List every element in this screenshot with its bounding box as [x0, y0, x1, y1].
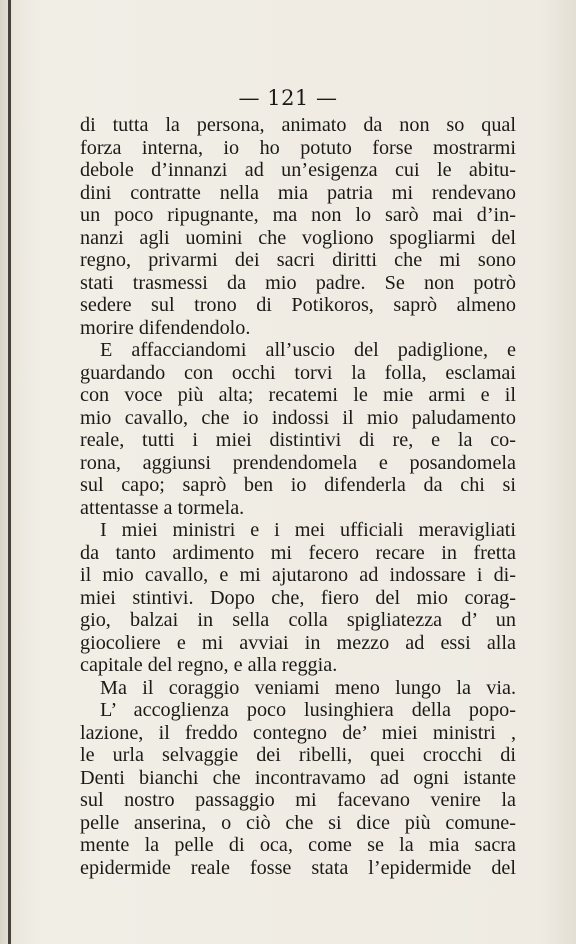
text-line: L’ accoglienza poco lusinghiera della popo-: [100, 699, 516, 721]
text-line: E affacciandomi all’uscio del padiglione, e: [100, 339, 516, 361]
text-line: Ma il coraggio veniami meno lungo la via.: [100, 676, 516, 699]
binding-edge: [8, 0, 11, 944]
text-line: regno, privarmi dei sacri diritti che mi sono: [80, 249, 516, 271]
text-line: capitale del regno, e alla reggia.: [80, 654, 338, 676]
text-line: rona, aggiunsi prendendomela e posandomela: [80, 451, 516, 474]
text-line: gio, balzai in sella colla spigliatezza d’ un: [80, 609, 516, 631]
text-line: reale, tutti i miei distintivi di re, e la co-: [80, 429, 516, 451]
text-line: di tutta la persona, animato da non so qual: [80, 114, 516, 136]
text-line: sul capo; saprò ben io difenderla da chi si: [80, 474, 516, 496]
text-line: stati trasmessi da mio padre. Se non potrò: [80, 271, 516, 294]
text-line: sul nostro passaggio mi facevano venire la: [80, 789, 516, 811]
text-line: attentasse a tormela.: [80, 496, 245, 519]
text-line: sedere sul trono di Potikoros, saprò almeno: [80, 294, 516, 316]
text-line: un poco ripugnante, ma non lo sarò mai d’in-: [80, 204, 516, 226]
text-line: epidermide reale fosse stata l’epidermide del: [80, 856, 516, 879]
page-number: — 121 —: [238, 86, 338, 110]
text-line: il mio cavallo, e mi ajutarono ad indossare i di-: [80, 564, 516, 586]
text-line: dini contratte nella mia patria mi rendevano: [80, 181, 516, 204]
text-line: mente la pelle di oca, come se la mia sacra: [80, 834, 516, 856]
text-line: guardando con occhi torvi la folla, esclamai: [80, 361, 516, 384]
text-line: lazione, il freddo contegno de’ miei ministri ,: [80, 721, 516, 744]
text-line: con voce più alta; recatemi le mie armi e il: [80, 384, 516, 406]
text-line: pelle anserina, o ciò che si dice più comune-: [80, 811, 516, 834]
text-line: morire difendendolo.: [80, 316, 251, 339]
text-line: miei stintivi. Dopo che, fiero del mio corag-: [80, 586, 516, 609]
body-text: [80, 114, 516, 879]
text-line: forza interna, io ho potuto forse mostrarmi: [80, 136, 516, 159]
text-line: mio cavallo, che io indossi il mio paludamento: [80, 406, 516, 429]
text-line: giocoliere e mi avviai in mezzo ad essi alla: [80, 631, 516, 654]
text-line: Denti bianchi che incontravamo ad ogni istante: [80, 766, 516, 789]
text-line: nanzi agli uomini che vogliono spogliarmi del: [80, 226, 516, 249]
text-line: I miei ministri e i mei ufficiali meravigliati: [100, 519, 516, 541]
text-line: debole d’innanzi ad un’esigenza cui le abitu-: [80, 159, 516, 181]
text-line: da tanto ardimento mi fecero recare in fretta: [80, 541, 516, 564]
text-line: le urla selvaggie dei ribelli, quei crocchi di: [80, 744, 516, 766]
